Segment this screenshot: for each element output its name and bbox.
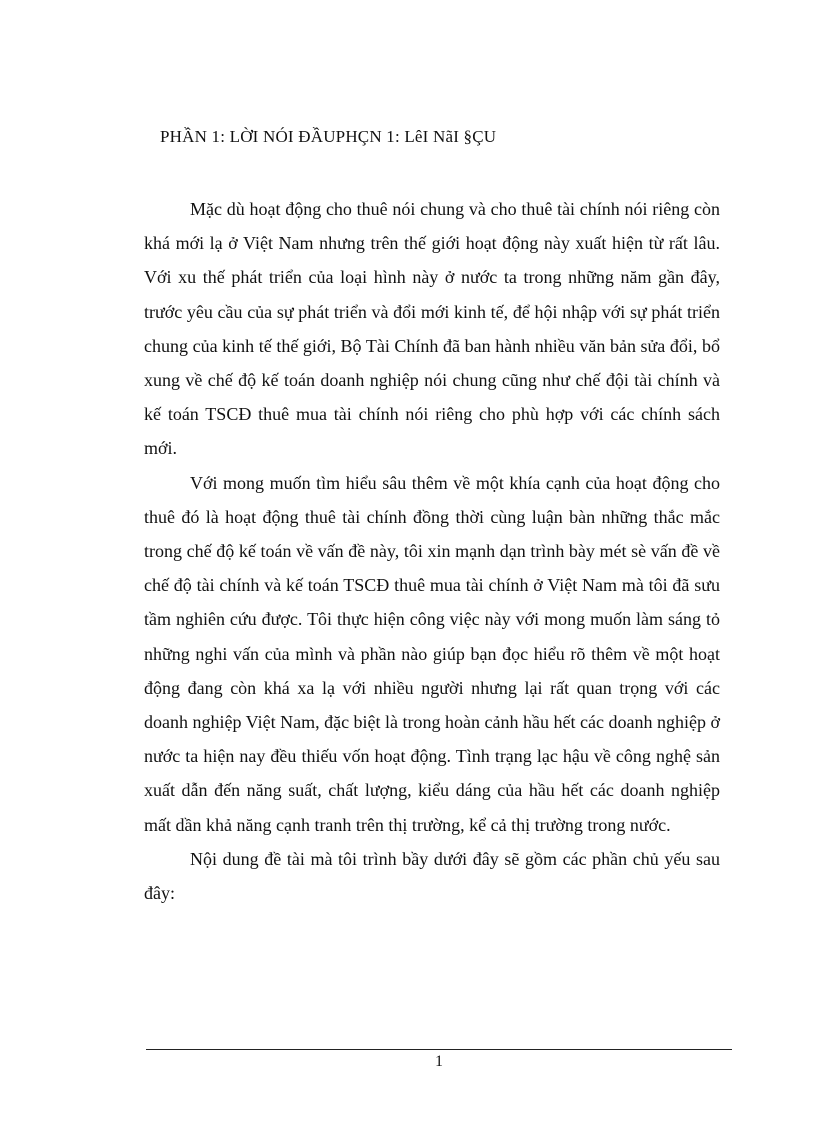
paragraph-1: Mặc dù hoạt động cho thuê nói chung và cho thuê tài chính nói riêng còn khá mới lạ ở Việt Nam nhưng trên thế giới hoạt động này xuất hiện từ rất lâu. Với xu thế phát triển của loại hình này ở nước ta trong những năm gần đây, trước yêu cầu của sự phát triển và đổi mới kinh tế, để hội nhập với sự phát triển chung của kinh tế thế giới, Bộ Tài Chính đã ban hành nhiều văn bản sửa đổi, bổ xung về chế độ kế toán doanh nghiệp nói chung cũng như chế đội tài chính và kế toán TSCĐ thuê mua tài chính nói riêng cho phù hợp với các chính sách mới. — [144, 199, 720, 459]
paragraph-2: Với mong muốn tìm hiểu sâu thêm về một khía cạnh của hoạt động cho thuê đó là hoạt động thuê tài chính đồng thời cùng luận bàn những thắc mắc trong chế độ kế toán về vấn đề này, tôi xin mạnh dạn trình bày mét sè vấn đề về chế độ tài chính và kế toán TSCĐ thuê mua tài chính ở Việt Nam mà tôi đã sưu tầm nghiên cứu được. Tôi thực hiện công việc này với mong muốn làm sáng tỏ những nghi vấn của mình và phần nào giúp bạn đọc hiểu rõ thêm về một hoạt động đang còn khá xa lạ với nhiều người nhưng lại rất quan trọng với các doanh nghiệp Việt Nam, đặc biệt là trong hoàn cảnh hầu hết các doanh nghiệp ở nước ta hiện nay đều thiếu vốn hoạt động. Tình trạng lạc hậu về công nghệ sản xuất dẫn đến năng suất, chất lượng, kiểu dáng của hầu hết các doanh nghiệp mất dần khả năng cạnh tranh trên thị trường, kể cả thị trường trong nước. — [144, 472, 720, 835]
paragraph-3: Nội dung đề tài mà tôi trình bầy dưới đây sẽ gồm các phần chủ yếu sau đây: — [144, 848, 720, 904]
section-heading: PHẦN 1: LỜI NÓI ĐẦUPHÇN 1: LêI NãI §ÇU — [160, 127, 497, 146]
body-text — [144, 192, 720, 910]
footer-divider — [146, 1049, 732, 1050]
page-number: 1 — [435, 1053, 443, 1070]
